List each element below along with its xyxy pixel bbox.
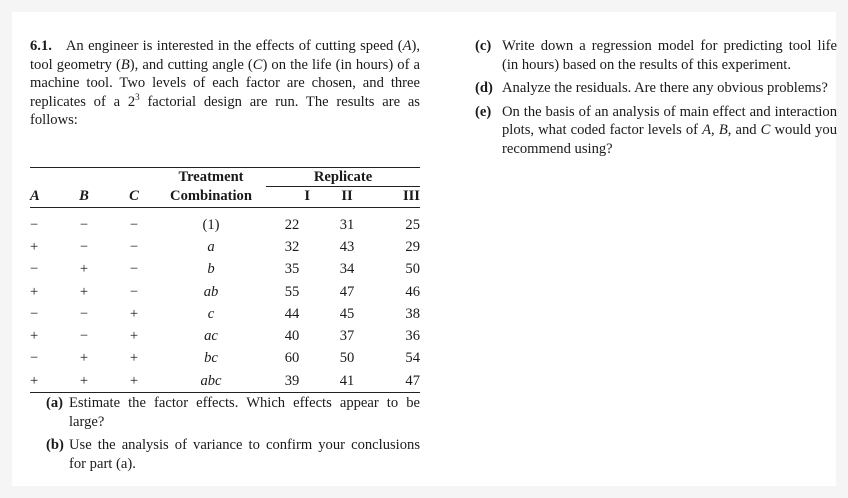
cell-a: − (30, 350, 39, 367)
cell-c: + (129, 305, 139, 322)
cell-rep-1: 44 (284, 305, 300, 322)
cell-rep-3: 25 (405, 216, 420, 233)
cell-rep-2: 41 (318, 370, 376, 393)
cell-rep-1: 40 (284, 328, 300, 345)
cell-a: − (30, 305, 39, 322)
part-e (475, 103, 837, 159)
header-replicate: Replicate (266, 168, 420, 187)
header-treatment: Treatment (156, 168, 266, 187)
part-b-label: (b) (46, 437, 64, 454)
cell-b: + (79, 350, 89, 367)
cell-treatment: ac (204, 328, 218, 345)
cell-treatment: abc (156, 370, 266, 393)
problem-text: ), and cutting angle ( (129, 56, 253, 73)
cell-b: − (79, 216, 89, 233)
part-a-label: (a) (46, 395, 64, 411)
problem-text: factorial design are run. The results are as follows: (30, 93, 420, 129)
part-c-text: Write down a regression model for predicting tool life (in hours) based on the results of this experiment. (502, 38, 837, 73)
part-e-label: (e) (475, 103, 492, 120)
part-b (46, 436, 420, 473)
results-table (30, 167, 420, 393)
cell-rep-2: 50 (339, 350, 355, 367)
cell-rep-1: 39 (266, 370, 318, 393)
cell-rep-2: 45 (339, 305, 355, 322)
cell-c: + (112, 370, 156, 393)
part-a (46, 394, 420, 431)
table-row (30, 303, 420, 325)
cell-rep-3: 38 (405, 305, 420, 322)
cell-a: + (30, 328, 39, 345)
cell-treatment: ab (203, 283, 219, 300)
cell-rep-1: 32 (284, 238, 300, 255)
part-a-text: Estimate the factor effects. Which effects appear to be large? (69, 395, 420, 430)
problem-text: An engineer is interested in the effects of cutting speed ( (65, 38, 403, 54)
cell-b: − (79, 305, 89, 322)
table-row (30, 370, 420, 393)
cell-rep-2: 43 (339, 238, 355, 255)
cell-c: + (129, 350, 139, 367)
cell-rep-3: 50 (405, 261, 420, 278)
problem-statement (30, 37, 420, 130)
cell-rep-3: 47 (376, 370, 420, 393)
factor-b-symbol: B (120, 56, 130, 73)
cell-c: + (129, 328, 139, 345)
table-row (30, 236, 420, 258)
cell-rep-2: 47 (339, 283, 355, 300)
part-e-text: would you recommend using? (502, 122, 837, 157)
cell-rep-3: 36 (405, 328, 420, 345)
header-rep-3: III (376, 187, 420, 208)
table-row (30, 325, 420, 347)
part-e-text: On the basis of an analysis of main effect and interaction plots, what coded factor levels of (502, 103, 837, 139)
cell-rep-3: 29 (405, 238, 420, 255)
header-combination: Combination (156, 187, 266, 208)
cell-c: − (129, 216, 139, 233)
separator: , and (727, 122, 761, 139)
cell-rep-3: 46 (405, 283, 420, 300)
header-b: B (56, 187, 112, 208)
part-d (475, 79, 837, 98)
left-column (30, 37, 421, 389)
problem-text: ) on the life (in hours) of a machine tool. Two levels of each factor are chosen, and three replicates of a 2 (30, 56, 421, 110)
cell-treatment: (1) (202, 216, 220, 233)
table-row (30, 281, 420, 303)
cell-b: − (79, 238, 89, 255)
right-column (475, 37, 837, 164)
cell-b: + (79, 283, 89, 300)
cell-rep-2: 37 (339, 328, 355, 345)
separator: , (711, 122, 719, 139)
part-d-text: Analyze the residuals. Are there any obvious problems? (502, 80, 828, 97)
factor-a-symbol: A (402, 38, 412, 54)
exponent: 3 (135, 91, 140, 102)
table-row (30, 208, 420, 237)
factor-b-symbol: B (718, 122, 728, 139)
factor-c-symbol: C (760, 122, 771, 139)
factor-c-symbol: C (252, 56, 263, 73)
cell-b: + (79, 261, 89, 278)
cell-rep-1: 22 (284, 216, 300, 233)
cell-rep-3: 54 (405, 350, 420, 367)
textbook-page (12, 12, 836, 486)
table-row (30, 259, 420, 281)
part-d-label: (d) (475, 80, 493, 97)
header-rep-2: II (318, 187, 376, 208)
cell-a: − (30, 261, 39, 278)
problem-text: ), tool geometry ( (30, 38, 420, 73)
cell-rep-1: 35 (284, 261, 300, 278)
cell-rep-1: 55 (284, 283, 300, 300)
header-rep-1: I (266, 187, 318, 208)
part-b-text: Use the analysis of variance to confirm your conclusions for part (a). (69, 437, 420, 472)
cell-a: + (30, 238, 39, 255)
factor-a-symbol: A (702, 122, 712, 139)
cell-treatment: b (207, 261, 215, 278)
header-a: A (30, 187, 56, 208)
problem-number: 6.1. (30, 38, 52, 54)
cell-b: − (79, 328, 89, 345)
table-row (30, 348, 420, 370)
cell-b: + (56, 370, 112, 393)
cell-c: − (129, 283, 139, 300)
cell-treatment: a (207, 238, 215, 255)
cell-treatment: c (207, 305, 215, 322)
left-question-parts (46, 394, 420, 478)
cell-a: − (30, 216, 39, 233)
part-c-label: (c) (475, 38, 492, 54)
cell-treatment: bc (204, 350, 218, 367)
cell-c: − (129, 238, 139, 255)
header-c: C (112, 187, 156, 208)
part-c (475, 37, 837, 74)
cell-a: + (30, 370, 56, 393)
cell-rep-1: 60 (284, 350, 300, 367)
cell-rep-2: 31 (339, 216, 355, 233)
cell-c: − (129, 261, 139, 278)
cell-rep-2: 34 (339, 261, 355, 278)
cell-a: + (30, 283, 39, 300)
